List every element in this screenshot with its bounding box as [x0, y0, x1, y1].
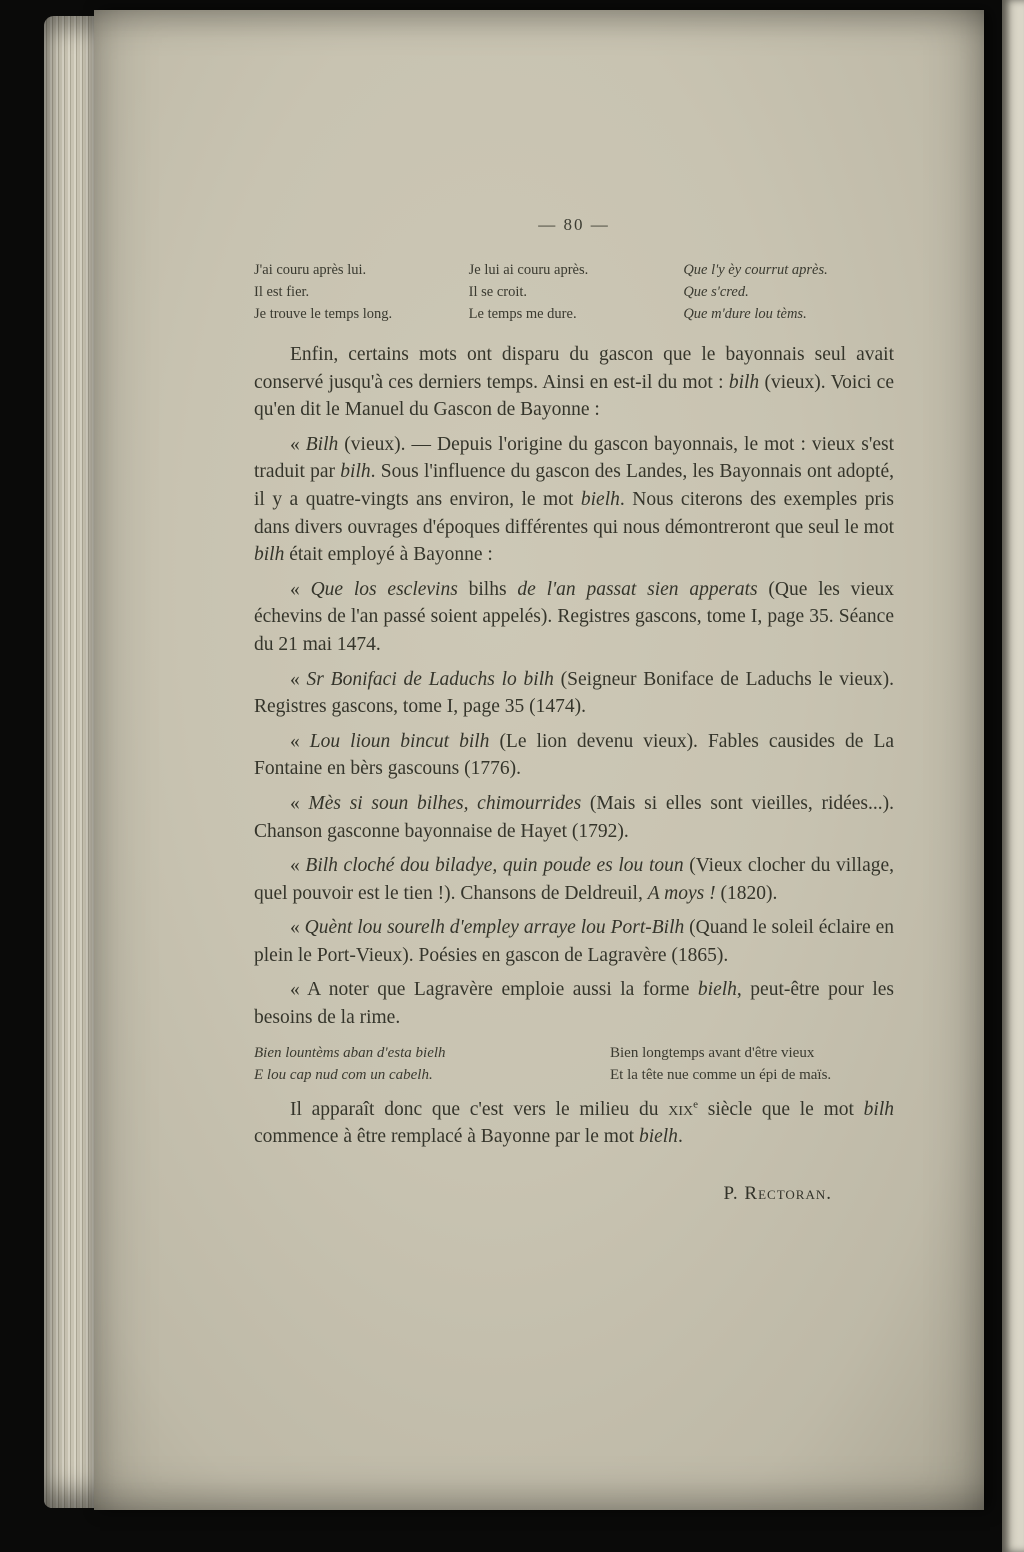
text-run: bielh: [638, 1126, 678, 1148]
text-run: « A noter que Lagravère emploie aussi la forme: [290, 979, 698, 1001]
text-run: bilh: [728, 371, 760, 393]
verse-gascon: [254, 1042, 554, 1086]
phrase-line: Il est fier.: [254, 284, 310, 300]
text-run: bilhs: [457, 578, 518, 600]
phrase-line: J'ai couru après lui.: [254, 262, 367, 278]
page-content: [94, 10, 894, 1205]
phrase-column-french-1: [254, 259, 455, 325]
phrase-line: Je trouve le temps long.: [254, 306, 393, 322]
text-run: e: [693, 1098, 698, 1111]
text-run: «: [290, 668, 307, 690]
phrase-line: Je lui ai couru après.: [468, 262, 589, 278]
phrase-column-french-2: [469, 259, 670, 325]
verse-line: E lou cap nud com un cabelh.: [254, 1066, 433, 1083]
text-run: (Quand le soleil éclaire en plein le Port-Vieux). Poésies en gascon de Lagravère (1865).: [254, 917, 895, 966]
paragraph: [254, 341, 894, 424]
paragraph: [254, 431, 894, 569]
text-run: «: [290, 855, 306, 877]
text-run: A moys !: [647, 882, 716, 904]
text-run: .: [677, 1126, 683, 1148]
paragraph: [254, 666, 894, 721]
phrase-line: Que l'y èy courrut après.: [683, 262, 828, 278]
text-run: bilh: [863, 1098, 895, 1120]
phrase-line: Il se croit.: [468, 284, 528, 300]
author-signature: P. Rectoran.: [723, 1182, 832, 1204]
text-run: Bilh cloché dou biladye, quin poude es lou toun: [305, 855, 684, 877]
paragraph: [254, 790, 894, 845]
text-run: «: [290, 578, 311, 600]
text-run: (Que les vieux échevins de l'an passé soient appelés). Registres gascons, tome I, page 35. Séance du 21 mai 1474.: [254, 578, 894, 655]
paragraph: [254, 976, 894, 1031]
text-run: bielh: [580, 488, 620, 510]
text-run: bilh: [340, 461, 371, 483]
page-number: — 80 —: [538, 215, 610, 234]
text-run: Bilh: [305, 433, 339, 455]
text-run: «: [290, 433, 306, 455]
text-run: (Le lion devenu vieux). Fables causides de La Fontaine en bèrs gascouns (1776).: [254, 730, 895, 780]
paragraph: [254, 852, 894, 907]
text-run: Enfin, certains mots ont disparu du gascon que le bayonnais seul avait conservé jusqu'à ces derniers temps. Ainsi en est-il du mot :: [254, 344, 894, 393]
text-run: Lou lioun bincut bilh: [309, 730, 490, 752]
text-run: commence à être remplacé à Bayonne par le mot: [254, 1126, 639, 1148]
verse-line: Bien lountèms aban d'esta bielh: [254, 1044, 446, 1061]
verse-couplet: [254, 1042, 894, 1086]
text-run: (vieux). — Depuis l'origine du gascon bayonnais, le mot : vieux s'est traduit par: [254, 433, 894, 483]
text-run: (Seigneur Boniface de Laduchs le vieux). Registres gascons, tome I, page 35 (1474).: [254, 668, 895, 718]
phrase-comparison-table: [254, 259, 894, 325]
text-run: «: [290, 917, 305, 939]
paragraph: [254, 576, 894, 659]
text-run: de l'an passat sien apperats: [517, 578, 758, 600]
text-run: Que los esclevins: [310, 578, 458, 600]
text-run: (Vieux clocher du village, quel pouvoir est le tien !). Chansons de Deldreuil,: [254, 855, 894, 904]
paragraph: [254, 914, 894, 969]
text-run: Il apparaît donc que c'est vers le milieu du: [290, 1098, 669, 1120]
closing-paragraph: [254, 1096, 894, 1151]
next-page-edge: [1002, 0, 1024, 1552]
text-run: . Nous citerons des exemples pris dans divers ouvrages d'époques différentes qui nous démontreront que seul le mot: [254, 488, 894, 538]
text-run: «: [290, 792, 309, 814]
body-paragraphs: [254, 341, 894, 1032]
text-run: xix: [668, 1098, 694, 1120]
text-run: (vieux). Voici ce qu'en dit le Manuel du Gascon de Bayonne :: [254, 371, 894, 421]
text-run: siècle que le mot: [697, 1098, 864, 1120]
text-run: . Sous l'influence du gascon des Landes, les Bayonnais ont adopté, il y a quatre-vingts ans environ, le mot: [254, 461, 894, 510]
verse-french: [610, 1042, 831, 1086]
paragraph: [254, 1096, 894, 1151]
verse-line: Bien longtemps avant d'être vieux: [610, 1044, 815, 1061]
paragraph: [254, 728, 894, 783]
phrase-line: Que s'cred.: [683, 284, 749, 300]
text-run: , peut-être pour les besoins de la rime.: [254, 979, 894, 1029]
phrase-line: Le temps me dure.: [468, 306, 577, 322]
book-page: [94, 10, 984, 1510]
phrase-line: Que m'dure lou tèms.: [683, 306, 807, 322]
verse-line: Et la tête nue comme un épi de maïs.: [610, 1066, 832, 1083]
text-run: bilh: [254, 544, 285, 566]
text-run: «: [290, 730, 310, 752]
text-run: bielh: [697, 979, 737, 1001]
text-run: Quènt lou sourelh d'empley arraye lou Port-Bilh: [304, 917, 685, 939]
text-run: (1820).: [715, 882, 778, 904]
text-run: Mès si soun bilhes, chimourrides: [308, 792, 582, 814]
text-run: Sr Bonifaci de Laduchs lo bilh: [306, 668, 554, 690]
text-run: était employé à Bayonne :: [284, 544, 493, 566]
phrase-column-gascon: [683, 259, 894, 325]
text-run: (Mais si elles sont vieilles, ridées...). Chanson gasconne bayonnaise de Hayet (1792).: [254, 792, 895, 842]
